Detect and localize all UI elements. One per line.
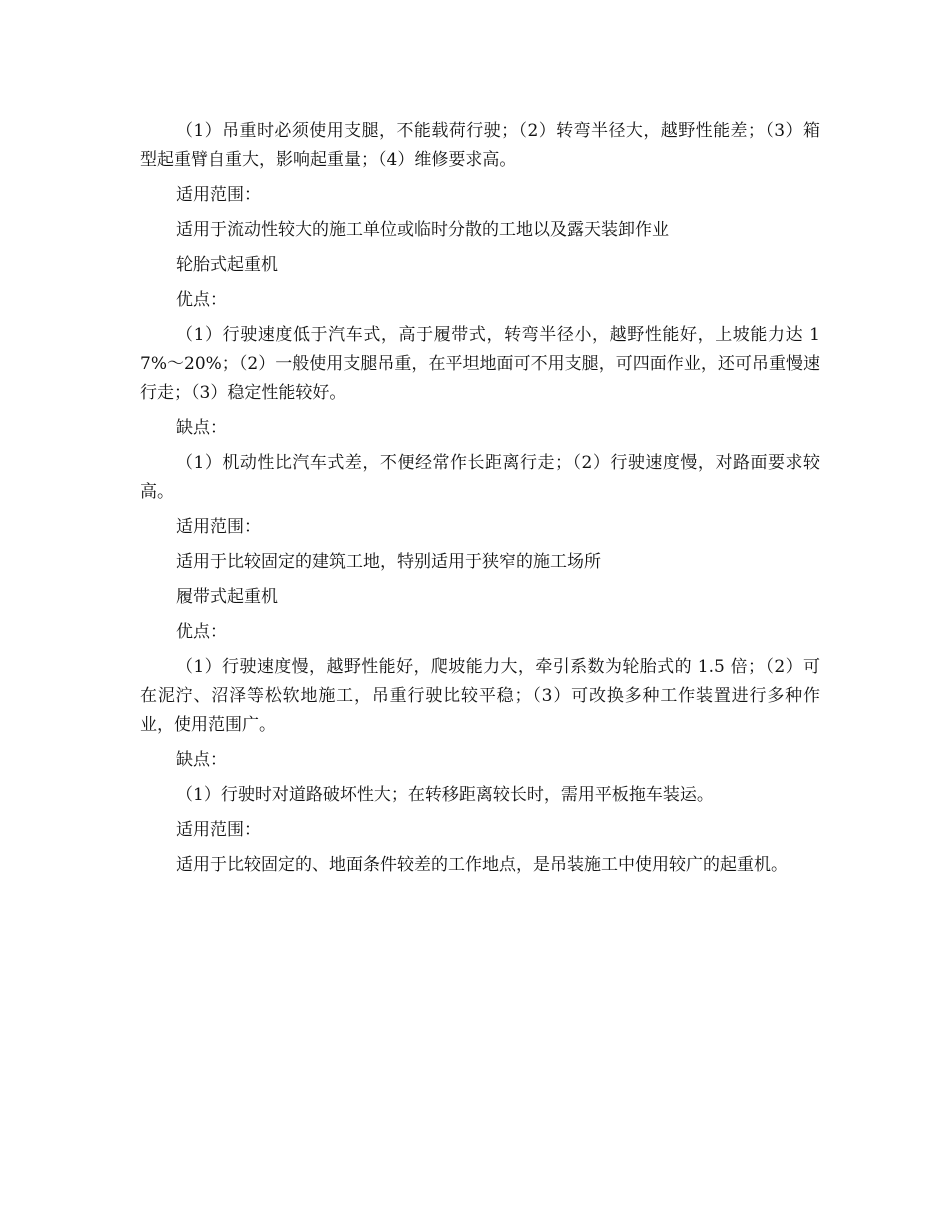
heading-crawler-crane: 履带式起重机 xyxy=(176,587,278,607)
paragraph-tire-crane-disadvantages: （1）机动性比汽车式差，不便经常作长距离行走；（2）行驶速度慢，对路面要求较高。 xyxy=(140,453,820,502)
paragraph-scope-label: 适用范围： xyxy=(176,517,261,537)
paragraph-crawler-crane-scope: 适用于比较固定的、地面条件较差的工作地点，是吊装施工中使用较广的起重机。 xyxy=(176,855,788,875)
paragraph-disadvantages-label: 缺点： xyxy=(176,750,227,770)
heading-tire-crane: 轮胎式起重机 xyxy=(176,255,278,275)
paragraph-scope-label: 适用范围： xyxy=(176,820,261,840)
paragraph-scope-label: 适用范围： xyxy=(176,185,261,205)
document-body xyxy=(140,117,820,886)
paragraph-crawler-crane-disadvantages: （1）行驶时对道路破坏性大；在转移距离较长时，需用平板拖车装运。 xyxy=(176,785,714,805)
paragraph-tire-crane-advantages: （1）行驶速度低于汽车式，高于履带式，转弯半径小，越野性能好，上坡能力达 17%～20%；（2）一般使用支腿吊重，在平坦地面可不用支腿，可四面作业，还可吊重慢速行走；（3）稳定性能较好。 xyxy=(140,325,820,403)
paragraph-disadvantages-label: 缺点： xyxy=(176,418,227,438)
paragraph-tire-crane-scope: 适用于比较固定的建筑工地，特别适用于狭窄的施工场所 xyxy=(176,552,601,572)
paragraph-truck-crane-scope: 适用于流动性较大的施工单位或临时分散的工地以及露天装卸作业 xyxy=(176,220,669,240)
paragraph-advantages-label: 优点： xyxy=(176,290,227,310)
paragraph-crawler-crane-advantages: （1）行驶速度慢，越野性能好，爬坡能力大，牵引系数为轮胎式的 1.5 倍；（2）可在泥泞、沼泽等松软地施工，吊重行驶比较平稳；（3）可改换多种工作装置进行多种作业，使用范围广。 xyxy=(140,657,820,735)
paragraph-truck-crane-disadvantages: （1）吊重时必须使用支腿，不能载荷行驶；（2）转弯半径大，越野性能差；（3）箱型起重臂自重大，影响起重量；（4）维修要求高。 xyxy=(140,121,820,170)
paragraph-advantages-label: 优点： xyxy=(176,622,227,642)
